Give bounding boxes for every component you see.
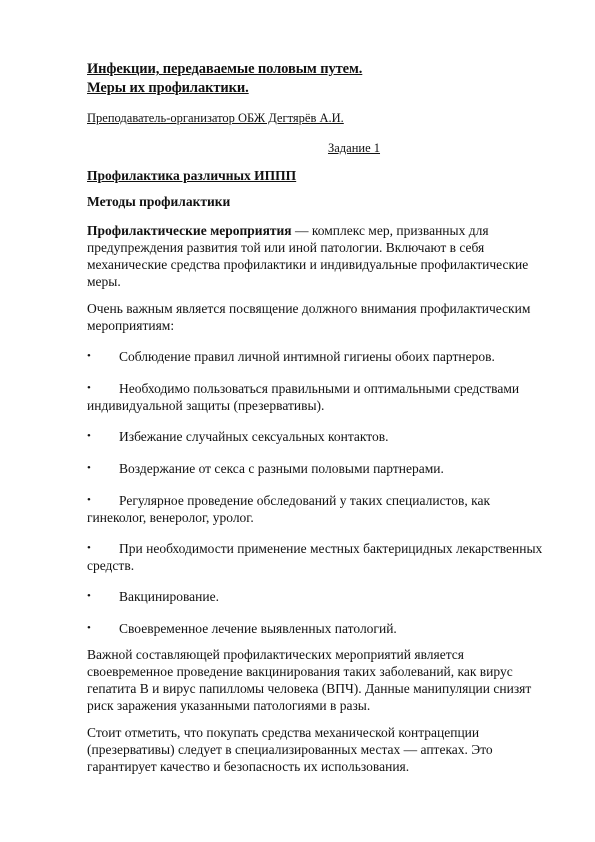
- bullet-text: Регулярное проведение обследований у таких специалистов, как гинеколог, венеролог, уролог.: [87, 493, 491, 525]
- bullet-item: [87, 620, 547, 637]
- bullet-text: Воздержание от секса с разными половыми партнерами.: [119, 461, 444, 476]
- teacher-line: Преподаватель-организатор ОБЖ Дегтярёв А.И.: [87, 111, 344, 125]
- closing-paragraph: Важной составляющей профилактических мероприятий является своевременное проведение вакцинирования таких заболеваний, как вирус гепатита В и вирус папилломы человека (ВПЧ). Данные манипуляции снизят риск заражения указанными патологиями в разы.: [87, 647, 532, 713]
- bullet-item: [87, 348, 547, 365]
- bullet-item: [87, 380, 547, 414]
- bullet-item: [87, 460, 547, 477]
- bullet-dot: •: [87, 462, 91, 474]
- document-title-line-2: Меры их профилактики.: [87, 80, 249, 96]
- bullet-item: [87, 492, 547, 526]
- bullet-dot: •: [87, 430, 91, 442]
- task-label: Задание 1: [327, 141, 381, 155]
- section-subtitle: Профилактика различных ИППП: [87, 168, 297, 183]
- bullet-dot: •: [87, 542, 91, 554]
- intro-paragraph: [87, 222, 542, 290]
- closing-paragraph: Стоит отметить, что покупать средства механической контрацепции (презервативы) следует в специализированных местах — аптеках. Это гарантирует качество и безопасность их использования.: [87, 725, 493, 774]
- bullet-dot: •: [87, 622, 91, 634]
- bullet-text: При необходимости применение местных бактерицидных лекарственных средств.: [87, 541, 543, 573]
- bullet-dot: •: [87, 494, 91, 506]
- intro-term: Профилактические мероприятия: [87, 223, 292, 238]
- bullet-dot: •: [87, 350, 91, 362]
- bullet-item: [87, 428, 547, 445]
- bullet-dot: •: [87, 590, 91, 602]
- bullet-item: [87, 588, 547, 605]
- bullet-text: Избежание случайных сексуальных контактов.: [119, 429, 389, 444]
- bullet-text: Вакцинирование.: [119, 589, 219, 604]
- bullet-text: Необходимо пользоваться правильными и оптимальными средствами индивидуальной защиты (презервативы).: [87, 381, 520, 413]
- bullet-item: [87, 540, 547, 574]
- document-title-line-1: Инфекции, передаваемые половым путем.: [87, 61, 363, 77]
- intro-definition: — комплекс мер, призванных для предупреждения развития той или иной патологии. Включают в себя механические средства профилактики и индивидуальные профилактические меры.: [87, 223, 529, 289]
- lead-paragraph: Очень важным является посвящение должного внимания профилактическим мероприятиям:: [87, 301, 531, 333]
- bullet-text: Своевременное лечение выявленных патологий.: [119, 621, 397, 636]
- bullet-dot: •: [87, 382, 91, 394]
- bullet-text: Соблюдение правил личной интимной гигиены обоих партнеров.: [119, 349, 495, 364]
- methods-heading: Методы профилактики: [87, 194, 231, 209]
